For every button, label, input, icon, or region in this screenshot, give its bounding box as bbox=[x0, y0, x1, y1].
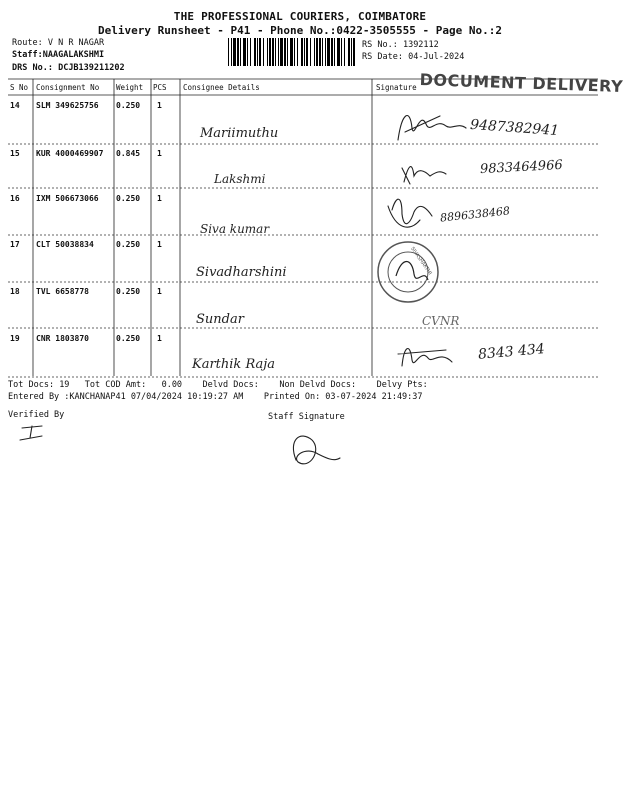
staff-label: Staff: bbox=[12, 50, 43, 60]
col-header-pcs: PCS bbox=[153, 83, 167, 92]
row-weight: 0.250 bbox=[116, 240, 141, 249]
row-phone-handwritten: 8896338468 bbox=[439, 204, 511, 225]
row-pcs: 1 bbox=[157, 101, 162, 110]
tot-cod-value: 0.00 bbox=[161, 380, 183, 390]
non-delvd-docs-label: Non Delvd Docs: bbox=[279, 380, 357, 390]
totals-line bbox=[8, 380, 428, 390]
row-pcs: 1 bbox=[157, 240, 162, 249]
route-value: V N R NAGAR bbox=[47, 38, 105, 48]
row-weight: 0.250 bbox=[116, 334, 141, 343]
entry-line bbox=[8, 392, 423, 402]
drs-label: DRS No.: bbox=[12, 63, 53, 73]
row-weight: 0.250 bbox=[116, 194, 141, 203]
row-sno: 19 bbox=[10, 334, 20, 343]
row-weight: 0.845 bbox=[116, 149, 141, 158]
seal-text: SIVASHAKTHI bbox=[409, 246, 433, 277]
row-consignment: KUR 4000469907 bbox=[36, 149, 104, 158]
row-consignment: SLM 349625756 bbox=[36, 101, 99, 110]
row-pcs: 1 bbox=[157, 149, 162, 158]
row-sno: 14 bbox=[10, 101, 20, 110]
row-consignment: IXM 506673066 bbox=[36, 194, 99, 203]
staff-signature-label: Staff Signature bbox=[268, 412, 345, 422]
signature-scribble bbox=[398, 116, 466, 141]
row-weight: 0.250 bbox=[116, 287, 141, 296]
entered-by: Entered By :KANCHANAP41 07/04/2024 10:19:27 AM bbox=[8, 392, 244, 402]
row-consignment: TVL 6658778 bbox=[36, 287, 89, 296]
row-phone-handwritten: 9833464966 bbox=[479, 157, 564, 178]
row-pcs: 1 bbox=[157, 334, 162, 343]
route-label: Route: bbox=[12, 38, 43, 48]
row-sno: 17 bbox=[10, 240, 20, 249]
row-sno: 16 bbox=[10, 194, 20, 203]
staff-value: NAAGALAKSHMI bbox=[42, 50, 105, 60]
col-header-weight: Weight bbox=[116, 83, 144, 92]
tot-docs-value: 19 bbox=[59, 380, 70, 390]
drs-value: DCJB139211202 bbox=[58, 63, 125, 73]
row-consignment: CNR 1803870 bbox=[36, 334, 89, 343]
company-name: THE PROFESSIONAL COURIERS, COIMBATORE bbox=[173, 10, 427, 23]
rs-date-value: 04-Jul-2024 bbox=[408, 52, 465, 62]
delvd-docs-label: Delvd Docs: bbox=[202, 380, 259, 390]
col-header-sno: S No bbox=[10, 83, 29, 92]
row-consignment: CLT 50038834 bbox=[36, 240, 94, 249]
row-consignee-handwritten: Siva kumar bbox=[200, 222, 270, 236]
tot-docs-label: Tot Docs: bbox=[8, 380, 55, 390]
row-consignee-handwritten: Sivadharshini bbox=[196, 265, 287, 280]
row-weight: 0.250 bbox=[116, 101, 141, 110]
signature-scribble bbox=[398, 349, 452, 366]
row-consignee-handwritten: Karthik Raja bbox=[192, 357, 276, 372]
rs-date-label: RS Date: bbox=[362, 52, 403, 62]
rs-no-label: RS No.: bbox=[362, 40, 398, 50]
rs-no-value: 1392112 bbox=[402, 40, 439, 50]
row-consignee-handwritten: Lakshmi bbox=[214, 172, 266, 186]
verified-by-label: Verified By bbox=[8, 410, 65, 420]
row-sno: 15 bbox=[10, 149, 20, 158]
signature-scribble bbox=[402, 167, 446, 184]
row-consignee-handwritten: Mariimuthu bbox=[200, 126, 279, 141]
delvy-pts-label: Delvy Pts: bbox=[376, 380, 428, 390]
col-header-signature: Signature bbox=[376, 83, 417, 92]
document-delivery-stamp: DOCUMENT DELIVERY bbox=[419, 70, 623, 97]
row-pcs: 1 bbox=[157, 287, 162, 296]
row-pcs: 1 bbox=[157, 194, 162, 203]
row-phone-handwritten: 8343 434 bbox=[477, 341, 546, 363]
row-consignee-handwritten: Sundar bbox=[196, 312, 244, 327]
signature-scribble bbox=[388, 199, 432, 227]
tot-cod-label: Tot COD Amt: bbox=[84, 380, 147, 390]
col-header-consignee: Consignee Details bbox=[183, 83, 260, 92]
staff-signature-scribble bbox=[293, 436, 340, 464]
col-header-consignment: Consignment No bbox=[36, 83, 100, 92]
row-phone-handwritten: 9487382941 bbox=[469, 116, 560, 140]
row-sno: 18 bbox=[10, 287, 20, 296]
row-phone-handwritten: CVNR bbox=[422, 314, 460, 328]
printed-on: Printed On: 03-07-2024 21:49:37 bbox=[263, 392, 423, 402]
runsheet-subtitle: Delivery Runsheet - P41 - Phone No.:0422-3505555 - Page No.:2 bbox=[98, 24, 502, 37]
